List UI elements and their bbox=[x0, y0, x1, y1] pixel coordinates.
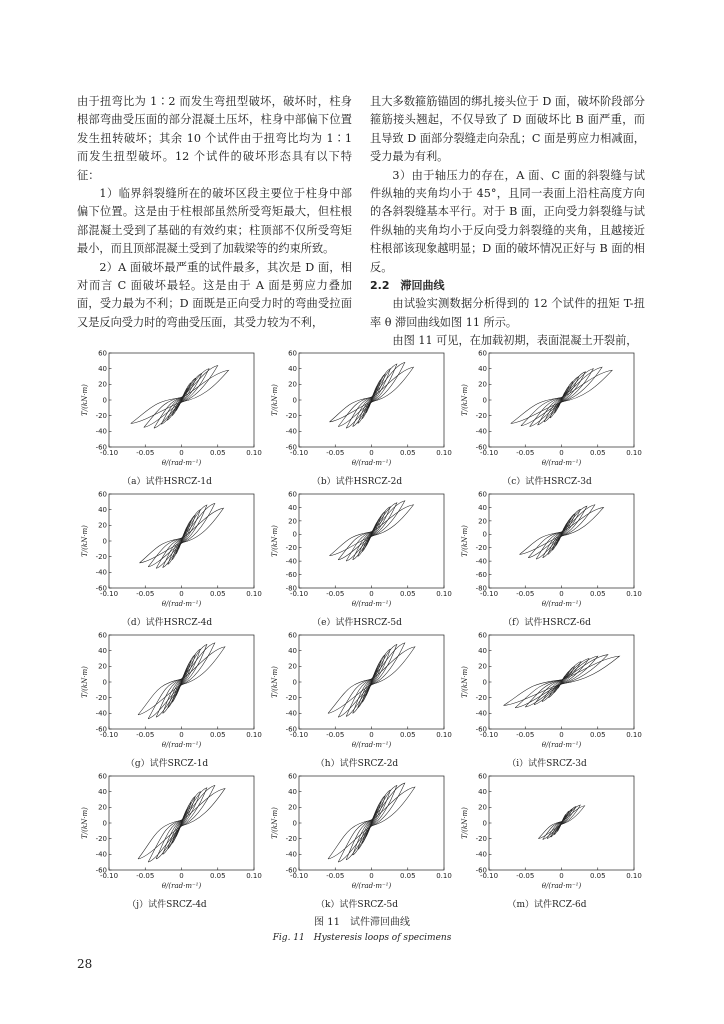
hysteresis-loops bbox=[328, 643, 415, 717]
y-tick-label: 40 bbox=[478, 788, 487, 797]
x-tick-label: -0.05 bbox=[516, 590, 535, 598]
x-tick-label: -0.10 bbox=[479, 731, 499, 739]
x-tick-label: 0 bbox=[179, 731, 184, 739]
x-tick-label: 0.05 bbox=[589, 590, 606, 598]
x-tick-label: 0.05 bbox=[209, 590, 226, 598]
y-tick-label: -20 bbox=[95, 835, 107, 844]
y-tick-label: -20 bbox=[475, 412, 487, 421]
x-tick-label: -0.10 bbox=[479, 590, 499, 598]
y-tick-label: -20 bbox=[95, 412, 107, 421]
hysteresis-chart bbox=[452, 488, 642, 628]
y-tick-label: 60 bbox=[478, 631, 487, 640]
subfigure-caption: （c）试件HSRCZ-3d bbox=[502, 477, 592, 487]
x-tick-label: -0.05 bbox=[136, 872, 155, 880]
y-axis-label: T/(kN·m) bbox=[81, 525, 89, 557]
subfigure-caption: （a）试件HSRCZ-1d bbox=[122, 477, 212, 487]
x-tick-label: -0.10 bbox=[479, 449, 499, 457]
y-axis-label: T/(kN·m) bbox=[271, 807, 279, 839]
hysteresis-loops bbox=[138, 643, 225, 719]
y-tick-label: 40 bbox=[288, 503, 297, 512]
paragraph: 1）临界斜裂缝所在的破坏区段主要位于柱身中部偏下位置。这是由于柱根部虽然所受弯矩最大，但柱根部混凝土受到了基础的有效约束；柱顶部不仅所受弯矩最小，而且顶部混凝土受到了加载梁等的约束所致。 bbox=[77, 187, 352, 256]
x-tick-label: 0.05 bbox=[399, 872, 416, 880]
y-tick-label: -60 bbox=[475, 866, 487, 875]
hysteresis-chart bbox=[262, 770, 452, 910]
y-tick-label: 0 bbox=[102, 396, 107, 405]
hysteresis-chart-panel bbox=[452, 347, 642, 487]
y-tick-label: 0 bbox=[292, 678, 297, 687]
x-tick-label: 0 bbox=[369, 449, 374, 457]
x-tick-label: 0 bbox=[179, 872, 184, 880]
x-tick-label: -0.10 bbox=[99, 872, 119, 880]
y-axis-label: T/(kN·m) bbox=[81, 666, 89, 698]
x-axis-label: θ/(rad·m⁻¹) bbox=[161, 459, 202, 467]
y-axis-label: T/(kN·m) bbox=[81, 384, 89, 416]
y-tick-label: 60 bbox=[478, 772, 487, 781]
y-tick-label: 20 bbox=[478, 380, 487, 389]
y-tick-label: -60 bbox=[475, 725, 487, 734]
hysteresis-chart bbox=[262, 347, 452, 487]
y-tick-label: 20 bbox=[288, 662, 297, 671]
hysteresis-loops bbox=[511, 367, 613, 427]
x-tick-label: 0.05 bbox=[209, 449, 226, 457]
y-axis-label: T/(kN·m) bbox=[461, 384, 469, 416]
y-axis-label: T/(kN·m) bbox=[271, 525, 279, 557]
y-tick-label: 40 bbox=[478, 647, 487, 656]
y-tick-label: 60 bbox=[288, 772, 297, 781]
y-axis-label: T/(kN·m) bbox=[81, 807, 89, 839]
x-axis-label: θ/(rad·m⁻¹) bbox=[541, 741, 582, 749]
x-tick-label: 0.05 bbox=[589, 731, 606, 739]
section-heading: 2.2 滞回曲线 bbox=[370, 279, 445, 293]
x-tick-label: -0.10 bbox=[289, 731, 309, 739]
paragraph: 由于扭弯比为 1∶2 而发生弯扭型破坏，破坏时，柱身根部弯曲受压面的部分混凝土压坏，柱身中部偏下位置发生扭转破坏；其余 10 个试件由于扭弯比均为 1∶1 而发生扭型破坏。12 个试件的破坏形态具有以下特征： bbox=[77, 95, 352, 182]
x-tick-label: -0.10 bbox=[99, 590, 119, 598]
y-axis-label: T/(kN·m) bbox=[461, 807, 469, 839]
subfigure-caption: （j）试件SRCZ-4d bbox=[127, 900, 207, 910]
paragraph: 2）A 面破坏最严重的试件最多，其次是 D 面，相对而言 C 面破坏最轻。这是由于 A 面是剪应力叠加面，受力最为不利；D 面既是正向受力时的弯曲受拉面又是反向受力时的弯曲受压面，其受力较为不利， bbox=[77, 260, 352, 329]
y-tick-label: 60 bbox=[98, 631, 107, 640]
subfigure-caption: （g）试件SRCZ-1d bbox=[125, 759, 209, 769]
y-tick-label: 0 bbox=[292, 530, 297, 539]
x-axis-label: θ/(rad·m⁻¹) bbox=[541, 882, 582, 890]
y-tick-label: -20 bbox=[285, 412, 297, 421]
y-tick-label: 20 bbox=[288, 803, 297, 812]
y-tick-label: 40 bbox=[98, 788, 107, 797]
page-number: 28 bbox=[77, 957, 93, 971]
x-tick-label: 0.10 bbox=[626, 872, 642, 880]
y-tick-label: -60 bbox=[95, 584, 107, 593]
x-axis-label: θ/(rad·m⁻¹) bbox=[351, 741, 392, 749]
y-tick-label: 40 bbox=[98, 365, 107, 374]
x-tick-label: 0.10 bbox=[436, 731, 452, 739]
y-tick-label: 60 bbox=[478, 349, 487, 358]
x-tick-label: 0.05 bbox=[399, 449, 416, 457]
x-tick-label: 0.10 bbox=[246, 731, 262, 739]
x-tick-label: 0 bbox=[369, 872, 374, 880]
y-tick-label: 20 bbox=[288, 517, 297, 526]
y-tick-label: -40 bbox=[475, 850, 487, 859]
hysteresis-loop bbox=[519, 507, 603, 554]
y-tick-label: 0 bbox=[102, 678, 107, 687]
hysteresis-chart-panel bbox=[72, 347, 262, 487]
hysteresis-loops bbox=[329, 501, 413, 561]
hysteresis-chart-panel bbox=[72, 488, 262, 628]
x-tick-label: 0.05 bbox=[209, 731, 226, 739]
x-tick-label: 0.05 bbox=[209, 872, 226, 880]
x-tick-label: -0.05 bbox=[326, 590, 345, 598]
hysteresis-chart bbox=[262, 629, 452, 769]
y-tick-label: -40 bbox=[285, 850, 297, 859]
y-tick-label: 20 bbox=[98, 521, 107, 530]
x-tick-label: 0 bbox=[369, 590, 374, 598]
hysteresis-chart bbox=[452, 629, 642, 769]
hysteresis-loops bbox=[519, 505, 603, 559]
y-tick-label: -20 bbox=[475, 835, 487, 844]
hysteresis-loops bbox=[329, 362, 413, 428]
y-tick-label: 0 bbox=[482, 396, 487, 405]
y-tick-label: -60 bbox=[475, 570, 487, 579]
x-axis-label: θ/(rad·m⁻¹) bbox=[351, 459, 392, 467]
hysteresis-chart-panel bbox=[452, 488, 642, 628]
x-tick-label: -0.05 bbox=[516, 872, 535, 880]
x-tick-label: -0.05 bbox=[326, 872, 345, 880]
x-tick-label: 0.10 bbox=[246, 872, 262, 880]
y-tick-label: 20 bbox=[98, 662, 107, 671]
y-tick-label: 20 bbox=[478, 517, 487, 526]
y-tick-label: 40 bbox=[98, 647, 107, 656]
hysteresis-loops bbox=[138, 785, 225, 862]
y-tick-label: -40 bbox=[475, 427, 487, 436]
x-tick-label: 0.10 bbox=[626, 590, 642, 598]
figure-caption-en: Fig. 11 Hysteresis loops of specimens bbox=[272, 933, 452, 943]
y-tick-label: -20 bbox=[285, 694, 297, 703]
subfigure-caption: （f）试件HSRCZ-6d bbox=[503, 618, 591, 628]
hysteresis-chart bbox=[262, 488, 452, 628]
subfigure-caption: （k）试件SRCZ-5d bbox=[315, 900, 399, 910]
y-tick-label: 20 bbox=[98, 380, 107, 389]
y-tick-label: -60 bbox=[95, 866, 107, 875]
hysteresis-loop bbox=[521, 367, 602, 426]
subfigure-caption: （i）试件SRCZ-3d bbox=[507, 759, 587, 769]
paragraph: 由试验实测数据分析得到的 12 个试件的扭矩 T-扭率 θ 滞回曲线如图 11 所示。 bbox=[370, 297, 645, 329]
y-tick-label: 0 bbox=[292, 819, 297, 828]
x-tick-label: 0.10 bbox=[626, 449, 642, 457]
x-tick-label: -0.10 bbox=[479, 872, 499, 880]
hysteresis-chart-panel bbox=[72, 770, 262, 910]
x-tick-label: 0 bbox=[179, 590, 184, 598]
x-tick-label: -0.10 bbox=[289, 872, 309, 880]
subfigure-caption: （e）试件HSRCZ-5d bbox=[312, 618, 402, 628]
hysteresis-chart-panel bbox=[262, 629, 452, 769]
subfigure-caption: （m）试件RCZ-6d bbox=[507, 900, 587, 910]
x-tick-label: -0.05 bbox=[136, 449, 155, 457]
y-tick-label: 60 bbox=[288, 490, 297, 499]
y-tick-label: -60 bbox=[95, 725, 107, 734]
hysteresis-chart-panel bbox=[262, 770, 452, 910]
hysteresis-loop bbox=[156, 505, 207, 568]
y-tick-label: 20 bbox=[98, 803, 107, 812]
y-axis-label: T/(kN·m) bbox=[461, 525, 469, 557]
y-tick-label: 40 bbox=[478, 365, 487, 374]
x-tick-label: 0.10 bbox=[436, 872, 452, 880]
x-tick-label: 0 bbox=[559, 731, 564, 739]
y-tick-label: -40 bbox=[95, 850, 107, 859]
figure-caption: 图 11 试件滞回曲线 bbox=[314, 917, 410, 928]
hysteresis-chart-panel bbox=[262, 488, 452, 628]
paragraph: 3）由于轴压力的存在，A 面、C 面的斜裂缝与试件纵轴的夹角均小于 45°，且同一表面上沿柱高度方向的各斜裂缝基本平行。对于 B 面，正向受力斜裂缝与试件纵轴的夹角均小于反向受力斜裂缝的夹角，且越接近柱根部该现象越明显；D 面的破坏情况正好与 B 面的相反。 bbox=[370, 168, 645, 274]
x-tick-label: 0.10 bbox=[436, 449, 452, 457]
y-axis-label: T/(kN·m) bbox=[271, 666, 279, 698]
hysteresis-chart bbox=[72, 629, 262, 769]
x-tick-label: -0.10 bbox=[99, 731, 119, 739]
subfigure-caption: （h）试件SRCZ-2d bbox=[315, 759, 399, 769]
x-axis-label: θ/(rad·m⁻¹) bbox=[161, 600, 202, 608]
x-tick-label: 0.05 bbox=[589, 872, 606, 880]
y-tick-label: -60 bbox=[475, 443, 487, 452]
y-tick-label: -40 bbox=[95, 568, 107, 577]
y-tick-label: -40 bbox=[95, 427, 107, 436]
y-tick-label: 60 bbox=[288, 631, 297, 640]
y-axis-label: T/(kN·m) bbox=[461, 666, 469, 698]
y-tick-label: -40 bbox=[95, 709, 107, 718]
x-tick-label: -0.05 bbox=[516, 449, 535, 457]
y-tick-label: -40 bbox=[285, 427, 297, 436]
y-tick-label: -20 bbox=[475, 544, 487, 553]
y-tick-label: 60 bbox=[98, 772, 107, 781]
x-tick-label: 0 bbox=[179, 449, 184, 457]
y-tick-label: 20 bbox=[288, 380, 297, 389]
x-axis-label: θ/(rad·m⁻¹) bbox=[161, 882, 202, 890]
y-tick-label: -60 bbox=[95, 443, 107, 452]
y-tick-label: 40 bbox=[478, 503, 487, 512]
hysteresis-loops bbox=[538, 805, 584, 839]
figure-11-hysteresis-grid bbox=[72, 347, 642, 910]
hysteresis-chart-panel bbox=[452, 629, 642, 769]
y-tick-label: 60 bbox=[288, 349, 297, 358]
y-tick-label: -40 bbox=[285, 709, 297, 718]
left-text-column bbox=[77, 93, 352, 332]
x-tick-label: 0 bbox=[559, 449, 564, 457]
y-tick-label: -80 bbox=[475, 584, 487, 593]
x-axis-label: θ/(rad·m⁻¹) bbox=[351, 600, 392, 608]
x-tick-label: 0.05 bbox=[399, 731, 416, 739]
y-tick-label: 0 bbox=[482, 819, 487, 828]
y-tick-label: 20 bbox=[478, 662, 487, 671]
hysteresis-loops bbox=[504, 655, 620, 708]
hysteresis-loop bbox=[148, 503, 215, 566]
y-tick-label: -40 bbox=[285, 557, 297, 566]
x-axis-label: θ/(rad·m⁻¹) bbox=[351, 882, 392, 890]
hysteresis-loops bbox=[328, 783, 415, 862]
y-tick-label: -20 bbox=[475, 694, 487, 703]
y-tick-label: 40 bbox=[98, 506, 107, 515]
x-tick-label: 0.10 bbox=[626, 731, 642, 739]
y-tick-label: -60 bbox=[285, 866, 297, 875]
y-tick-label: 40 bbox=[288, 365, 297, 374]
y-tick-label: 0 bbox=[482, 530, 487, 539]
x-tick-label: 0.05 bbox=[399, 590, 416, 598]
hysteresis-loops bbox=[131, 366, 229, 429]
y-tick-label: 0 bbox=[102, 819, 107, 828]
y-tick-label: 20 bbox=[478, 803, 487, 812]
plot-frame bbox=[489, 494, 634, 588]
x-tick-label: -0.05 bbox=[326, 731, 345, 739]
right-text-column bbox=[370, 93, 645, 351]
y-tick-label: 0 bbox=[482, 678, 487, 687]
paragraph: 且大多数箍筋锚固的绑扎接头位于 D 面，破坏阶段部分箍筋接头翘起，不仅导致了 D 面破坏比 B 面严重，而且导致 D 面部分裂缝走向杂乱；C 面是剪应力相减面，受力最为有利。 bbox=[370, 95, 645, 164]
y-tick-label: 60 bbox=[98, 490, 107, 499]
y-tick-label: -40 bbox=[475, 709, 487, 718]
x-tick-label: 0.05 bbox=[589, 449, 606, 457]
hysteresis-loop bbox=[511, 370, 613, 423]
x-tick-label: 0.10 bbox=[436, 590, 452, 598]
y-tick-label: 0 bbox=[102, 537, 107, 546]
x-axis-label: θ/(rad·m⁻¹) bbox=[161, 741, 202, 749]
y-tick-label: 40 bbox=[288, 788, 297, 797]
x-tick-label: -0.10 bbox=[289, 449, 309, 457]
hysteresis-loop bbox=[528, 505, 595, 558]
hysteresis-loop bbox=[338, 362, 405, 426]
y-tick-label: 60 bbox=[98, 349, 107, 358]
y-tick-label: -20 bbox=[285, 835, 297, 844]
y-tick-label: -60 bbox=[285, 725, 297, 734]
x-tick-label: 0 bbox=[559, 872, 564, 880]
subfigure-caption: （d）试件HSRCZ-4d bbox=[121, 618, 213, 628]
hysteresis-chart-panel bbox=[452, 770, 642, 910]
y-tick-label: -60 bbox=[285, 443, 297, 452]
y-tick-label: -20 bbox=[285, 544, 297, 553]
subfigure-caption: （b）试件HSRCZ-2d bbox=[311, 477, 403, 487]
hysteresis-loop bbox=[144, 366, 218, 428]
x-tick-label: -0.05 bbox=[516, 731, 535, 739]
x-tick-label: -0.05 bbox=[136, 731, 155, 739]
x-axis-label: θ/(rad·m⁻¹) bbox=[541, 600, 582, 608]
y-tick-label: 0 bbox=[292, 396, 297, 405]
hysteresis-loop bbox=[329, 367, 413, 422]
x-tick-label: -0.05 bbox=[326, 449, 345, 457]
hysteresis-chart-panel bbox=[72, 629, 262, 769]
hysteresis-chart bbox=[72, 770, 262, 910]
x-tick-label: -0.05 bbox=[136, 590, 155, 598]
x-tick-label: 0.10 bbox=[246, 590, 262, 598]
hysteresis-loop bbox=[346, 364, 397, 428]
hysteresis-loop bbox=[131, 370, 229, 423]
y-tick-label: 40 bbox=[288, 647, 297, 656]
y-tick-label: -60 bbox=[285, 570, 297, 579]
hysteresis-chart-panel bbox=[262, 347, 452, 487]
x-tick-label: -0.10 bbox=[99, 449, 119, 457]
hysteresis-chart bbox=[452, 347, 642, 487]
hysteresis-loops bbox=[139, 503, 223, 568]
x-tick-label: -0.10 bbox=[289, 590, 309, 598]
paragraph: 由图 11 可见，在加载初期，表面混凝土开裂前， bbox=[392, 334, 638, 348]
hysteresis-chart bbox=[72, 488, 262, 628]
x-tick-label: 0.10 bbox=[246, 449, 262, 457]
x-axis-label: θ/(rad·m⁻¹) bbox=[541, 459, 582, 467]
y-tick-label: -40 bbox=[475, 557, 487, 566]
hysteresis-loop bbox=[329, 505, 413, 556]
hysteresis-loop bbox=[338, 501, 405, 560]
y-axis-label: T/(kN·m) bbox=[271, 384, 279, 416]
hysteresis-chart bbox=[72, 347, 262, 487]
hysteresis-loop bbox=[139, 508, 223, 563]
x-tick-label: 0 bbox=[559, 590, 564, 598]
x-tick-label: 0 bbox=[369, 731, 374, 739]
y-tick-label: -80 bbox=[285, 584, 297, 593]
y-tick-label: -20 bbox=[95, 694, 107, 703]
y-tick-label: -20 bbox=[95, 553, 107, 562]
plot-frame bbox=[299, 494, 444, 588]
y-tick-label: 60 bbox=[478, 490, 487, 499]
hysteresis-chart bbox=[452, 770, 642, 910]
